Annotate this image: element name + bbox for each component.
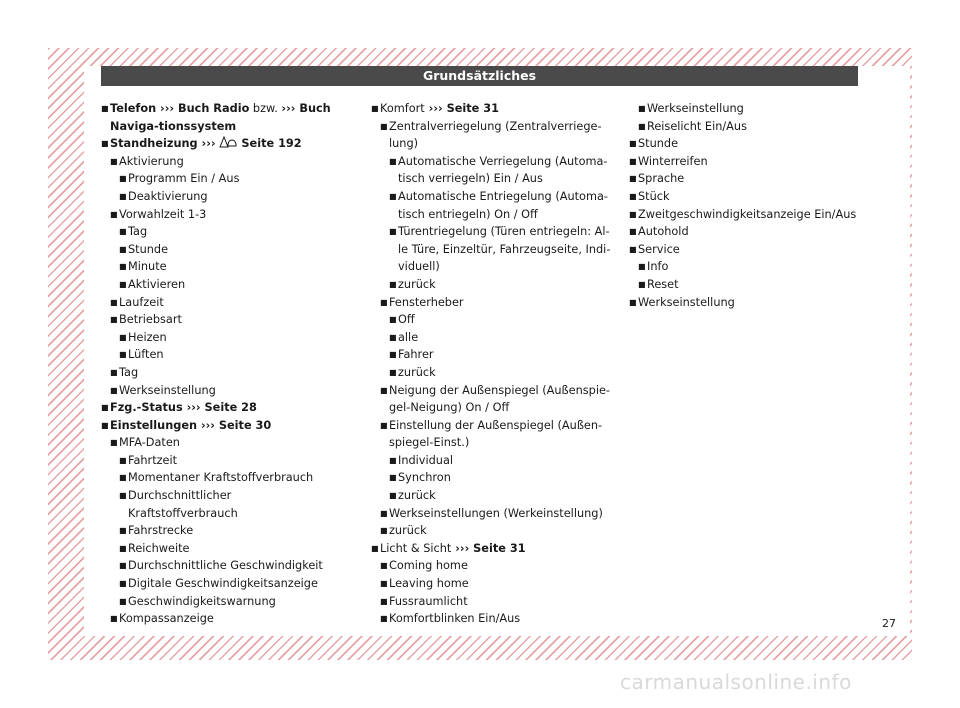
bullet-icon: ■ <box>380 420 388 430</box>
bullet-icon: ■ <box>119 579 127 589</box>
list-item-text: Standheizung <box>110 137 198 151</box>
list-item-text: alle <box>398 330 419 344</box>
list-item-text: Betriebsart <box>119 313 182 327</box>
bullet-icon: ■ <box>110 209 118 219</box>
watermark: carmanualsonline.info <box>620 670 852 694</box>
bullet-icon: ■ <box>119 227 127 237</box>
list-item-text: Komfortblinken Ein/Aus <box>389 612 521 626</box>
list-item <box>380 417 611 452</box>
list-item-text: Minute <box>128 260 167 274</box>
list-item-text: Fzg.-Status <box>110 401 183 415</box>
list-item <box>101 100 341 135</box>
bullet-icon: ■ <box>110 315 118 325</box>
list-item <box>119 487 341 522</box>
bullet-icon: ■ <box>629 139 637 149</box>
list-item <box>110 153 341 171</box>
bullet-icon: ■ <box>119 262 127 272</box>
list-item-text: Stunde <box>128 242 169 256</box>
list-item <box>380 593 611 611</box>
list-item <box>629 223 869 241</box>
bullet-icon: ■ <box>389 191 397 201</box>
list-item-text: Zweitgeschwindigkeitsanzeige Ein/Aus <box>638 207 857 221</box>
list-item-text: Aktivierung <box>119 154 184 168</box>
bullet-icon: ■ <box>371 104 379 113</box>
list-item-text[interactable]: ››› Seite 31 <box>424 102 499 115</box>
bullet-icon: ■ <box>380 596 388 606</box>
bullet-icon: ■ <box>110 438 118 448</box>
list-item <box>389 452 611 470</box>
bullet-icon: ■ <box>389 156 397 166</box>
list-item <box>380 557 611 575</box>
bullet-icon: ■ <box>389 350 397 360</box>
list-item-text: Stunde <box>638 137 679 151</box>
list-item <box>119 575 341 593</box>
list-item <box>110 382 341 400</box>
list-item-text: zurück <box>398 365 436 379</box>
bullet-icon: ■ <box>110 297 118 307</box>
bullet-icon: ■ <box>119 244 127 254</box>
bullet-icon: ■ <box>380 508 388 518</box>
list-item-text: Leaving home <box>389 577 469 591</box>
list-item-text: Zentralverriegelung (Zentralverriege-lung) <box>389 119 602 151</box>
bullet-icon: ■ <box>380 614 388 624</box>
list-item <box>110 294 341 312</box>
bullet-icon: ■ <box>119 561 127 571</box>
list-item-text: ››› <box>156 102 178 115</box>
list-item <box>101 135 341 153</box>
list-item <box>629 241 869 259</box>
list-item <box>371 540 611 558</box>
list-item-text: Fahrstrecke <box>128 524 194 538</box>
bullet-icon: ■ <box>119 174 127 184</box>
bullet-icon: ■ <box>389 491 397 501</box>
page-number: 27 <box>882 617 896 630</box>
list-item <box>380 294 611 312</box>
column-2 <box>371 100 611 628</box>
bullet-icon: ■ <box>638 104 646 113</box>
bullet-icon: ■ <box>629 244 637 254</box>
column-3 <box>629 100 869 311</box>
list-item <box>380 610 611 628</box>
list-item-text: ››› <box>281 102 300 115</box>
list-item-text: Autohold <box>638 225 689 239</box>
list-item-text: Automatische Entriegelung (Automa-tisch entriegeln) On / Off <box>398 189 608 221</box>
list-item-text: Automatische Verriegelung (Automa-tisch verriegeln) Ein / Aus <box>398 154 608 186</box>
bullet-icon: ■ <box>389 367 397 377</box>
list-item-text: Lüften <box>128 348 164 362</box>
list-item <box>389 276 611 294</box>
bullet-icon: ■ <box>110 614 118 624</box>
bullet-icon: ■ <box>389 227 397 237</box>
bullet-icon: ■ <box>380 385 388 395</box>
list-item <box>119 170 341 188</box>
list-item <box>380 505 611 523</box>
list-item <box>119 329 341 347</box>
list-item-text: Sprache <box>638 172 685 186</box>
bullet-icon: ■ <box>371 543 379 553</box>
list-item <box>119 557 341 575</box>
bullet-icon: ■ <box>119 491 127 501</box>
list-item <box>389 223 611 276</box>
list-item <box>119 540 341 558</box>
list-item-text[interactable]: Seite 192 <box>237 137 302 151</box>
list-item <box>119 223 341 241</box>
bullet-icon: ■ <box>380 121 388 131</box>
list-item <box>380 382 611 417</box>
list-item <box>629 135 869 153</box>
bullet-icon: ■ <box>389 473 397 483</box>
list-item <box>629 206 869 224</box>
bullet-icon: ■ <box>110 367 118 377</box>
bullet-icon: ■ <box>629 156 637 166</box>
list-item <box>638 258 869 276</box>
list-item <box>110 364 341 382</box>
bullet-icon: ■ <box>380 561 388 571</box>
list-item-text: Stück <box>638 189 670 203</box>
list-item-text: Fahrer <box>398 348 434 362</box>
bullet-icon: ■ <box>119 596 127 606</box>
list-item-text: Licht & Sicht <box>380 541 452 555</box>
bullet-icon: ■ <box>119 350 127 360</box>
list-item <box>629 188 869 206</box>
list-item <box>371 100 611 118</box>
bullet-icon: ■ <box>389 279 397 289</box>
bullet-icon: ■ <box>110 385 118 395</box>
bullet-icon: ■ <box>629 227 637 237</box>
list-item-text: Telefon <box>110 102 157 115</box>
bullet-icon: ■ <box>380 297 388 307</box>
bullet-icon: ■ <box>389 315 397 325</box>
list-item-text: Werkseinstellung <box>119 383 216 397</box>
list-item-text: Heizen <box>128 330 167 344</box>
list-item <box>119 241 341 259</box>
bullet-icon: ■ <box>101 104 109 113</box>
list-item-text: Programm Ein / Aus <box>128 172 240 186</box>
list-item <box>380 575 611 593</box>
list-item-text: Einstellungen <box>110 418 198 432</box>
list-item-text: ››› <box>197 137 220 151</box>
list-item-text: Werkseinstellung <box>638 295 735 309</box>
list-item-text: Service <box>638 242 680 256</box>
list-item <box>389 469 611 487</box>
list-item <box>389 311 611 329</box>
list-item-text: Durchschnittliche Geschwindigkeit <box>128 559 323 573</box>
list-item-text: Digitale Geschwindigkeitsanzeige <box>128 577 318 591</box>
bullet-icon: ■ <box>101 403 109 413</box>
bullet-icon: ■ <box>101 420 109 430</box>
list-item-text: Reichweite <box>128 541 190 555</box>
list-item-text: Türentriegelung (Türen entriegeln: Al-le Türe, Einzeltür, Fahrzeugseite, Indi-viduell) <box>398 225 611 274</box>
list-item-text: Neigung der Außenspiegel (Außenspie-gel-Neigung) On / Off <box>389 383 611 415</box>
list-item-text: zurück <box>398 277 436 291</box>
list-item-text: Laufzeit <box>119 295 164 309</box>
list-item <box>110 206 341 224</box>
list-item <box>119 258 341 276</box>
list-item-text: Synchron <box>398 471 451 485</box>
list-item <box>389 364 611 382</box>
list-item-text: zurück <box>398 489 436 503</box>
list-item <box>389 188 611 223</box>
list-item-text: Reiselicht Ein/Aus <box>647 119 747 133</box>
list-item-text: Buch Radio <box>177 102 250 115</box>
bullet-icon: ■ <box>119 455 127 465</box>
list-item-text: Off <box>398 313 415 327</box>
list-item <box>389 153 611 188</box>
list-item-text: Durchschnittlicher Kraftstoffverbrauch <box>128 489 238 520</box>
list-item-text: Winterreifen <box>638 154 708 168</box>
list-item <box>389 329 611 347</box>
list-item <box>119 188 341 206</box>
list-item <box>119 469 341 487</box>
list-item-text: Reset <box>647 277 679 291</box>
list-item-text: Werkseinstellung <box>647 102 744 115</box>
list-item <box>629 153 869 171</box>
bullet-icon: ■ <box>119 543 127 553</box>
list-item <box>110 610 341 628</box>
bullet-icon: ■ <box>380 579 388 589</box>
list-item-text: MFA-Daten <box>119 436 180 450</box>
bullet-icon: ■ <box>629 209 637 219</box>
list-item <box>638 118 869 136</box>
bullet-icon: ■ <box>119 473 127 483</box>
list-item-text[interactable]: ››› Seite 31 <box>451 541 526 555</box>
list-item <box>629 294 869 312</box>
list-item <box>389 487 611 505</box>
column-1 <box>101 100 341 628</box>
list-item <box>119 522 341 540</box>
list-item-text: Geschwindigkeitswarnung <box>128 594 276 608</box>
bullet-icon: ■ <box>380 526 388 536</box>
list-item-text: bzw. <box>249 102 282 115</box>
list-item-text[interactable]: ››› Seite 30 <box>197 418 272 432</box>
list-item-text: Deaktivierung <box>128 189 208 203</box>
list-item-text: Coming home <box>389 559 468 573</box>
list-item <box>629 170 869 188</box>
list-item-text: Einstellung der Außenspiegel (Außen-spiegel-Einst.) <box>389 418 603 450</box>
list-item <box>119 452 341 470</box>
list-item <box>119 346 341 364</box>
list-item-text: Fahrtzeit <box>128 453 178 467</box>
list-item-text: Tag <box>119 365 139 379</box>
list-item <box>110 311 341 329</box>
list-item-text: Werkseinstellungen (Werkeinstellung) <box>389 506 603 520</box>
bullet-icon: ■ <box>629 297 637 307</box>
bullet-icon: ■ <box>101 139 109 149</box>
list-item-text: Kompassanzeige <box>119 612 214 626</box>
list-item <box>119 276 341 294</box>
bullet-icon: ■ <box>629 191 637 201</box>
list-item-text: Fussraumlicht <box>389 594 468 608</box>
list-item-text: Momentaner Kraftstoffverbrauch <box>128 471 314 485</box>
car-warning-icon <box>219 136 237 148</box>
list-item-text: Komfort <box>380 102 425 115</box>
list-item-text: Tag <box>128 225 148 239</box>
list-item <box>119 593 341 611</box>
bullet-icon: ■ <box>119 332 127 342</box>
list-item <box>380 522 611 540</box>
bullet-icon: ■ <box>119 526 127 536</box>
list-item-text: Aktivieren <box>128 277 186 291</box>
bullet-icon: ■ <box>638 121 646 131</box>
list-item <box>110 434 341 452</box>
bullet-icon: ■ <box>638 279 646 289</box>
list-item <box>638 100 869 118</box>
list-item <box>389 346 611 364</box>
list-item-text: Fensterheber <box>389 295 464 309</box>
list-item-text[interactable]: ››› Seite 28 <box>182 401 257 415</box>
bullet-icon: ■ <box>119 191 127 201</box>
bullet-icon: ■ <box>110 156 118 166</box>
bullet-icon: ■ <box>389 332 397 342</box>
bullet-icon: ■ <box>629 174 637 184</box>
list-item <box>380 118 611 153</box>
list-item <box>638 276 869 294</box>
bullet-icon: ■ <box>389 455 397 465</box>
list-item-text: zurück <box>389 524 427 538</box>
list-item <box>101 417 341 435</box>
list-item-text: Info <box>647 260 669 274</box>
list-item <box>101 399 341 417</box>
bullet-icon: ■ <box>119 279 127 289</box>
page-title: Grundsätzliches <box>101 66 858 86</box>
list-item-text: Buch Naviga-tionssystem <box>110 102 331 133</box>
bullet-icon: ■ <box>638 262 646 272</box>
list-item-text: Individual <box>398 453 454 467</box>
list-item-text: Vorwahlzeit 1-3 <box>119 207 207 221</box>
